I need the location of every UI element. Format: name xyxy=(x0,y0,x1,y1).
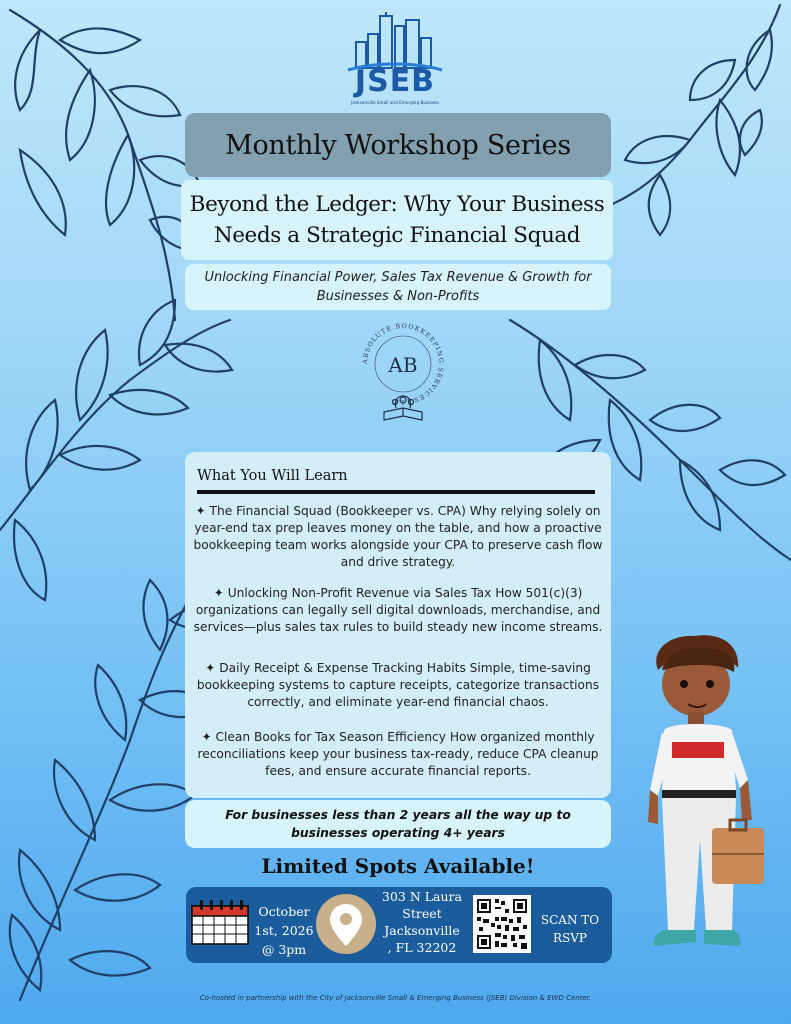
learn-item-text: The Financial Squad (Bookkeeper vs. CPA) Why relying solely on year-end tax prep leaves money on the table, and how a proactive bookkeeping team works alongside your CPA to preserve cash flow and drive strategy. xyxy=(193,504,603,569)
series-banner: Monthly Workshop Series xyxy=(185,113,611,177)
title-line-1: Beyond the Ledger: Why Your Business xyxy=(189,192,605,217)
partner-logo xyxy=(356,316,450,428)
sparkle-icon: ✦ xyxy=(213,586,224,600)
divider xyxy=(197,490,595,494)
logo-tagline: Jacksonville Small and Emerging Business xyxy=(351,100,439,105)
subtitle-box xyxy=(185,264,611,310)
learn-item xyxy=(189,729,607,780)
event-date xyxy=(254,902,314,959)
title-line-2: Needs a Strategic Financial Squad xyxy=(213,223,581,248)
jseb-logo xyxy=(340,12,450,110)
location-pin-icon xyxy=(314,892,378,956)
qr-code[interactable] xyxy=(473,895,531,953)
subtitle-line-1: Unlocking Financial Power, Sales Tax Revenue & Growth for xyxy=(204,270,592,285)
subtitle-line-2: Businesses & Non-Profits xyxy=(316,289,480,304)
address-line-2: Street xyxy=(402,906,442,921)
partner-monogram: AB xyxy=(388,353,418,377)
sparkle-icon: ✦ xyxy=(201,730,212,744)
learn-panel xyxy=(185,452,611,798)
title-box xyxy=(181,180,613,260)
learn-item-text: Daily Receipt & Expense Tracking Habits Simple, time-saving bookkeeping systems to capture receipts, categorize transactions correctly, and eliminate year-end financial chaos. xyxy=(196,661,600,709)
event-date-line-3: @ 3pm xyxy=(261,942,307,957)
sparkle-icon: ✦ xyxy=(195,504,206,518)
learn-item xyxy=(189,585,607,636)
learn-item xyxy=(189,660,607,711)
learn-item-text: Clean Books for Tax Season Efficiency How organized monthly reconciliations keep your business tax-ready, reduce CPA cleanup fees, and ensure accurate financial reports. xyxy=(197,730,599,778)
limited-spots-heading: Limited Spots Available! xyxy=(261,854,535,878)
partner-ring-text: ABSOLUTE BOOKKEEPING SERVICES LLC xyxy=(360,321,446,407)
event-date-line-2: 1st, 2026 xyxy=(254,923,314,938)
event-date-line-1: October xyxy=(258,904,310,919)
audience-text: For businesses less than 2 years all the way up to businesses operating 4+ years xyxy=(225,808,571,840)
logo-text: JSEB xyxy=(354,64,436,99)
sparkle-icon: ✦ xyxy=(205,661,216,675)
calendar-icon xyxy=(190,896,252,946)
learn-item-text: Unlocking Non-Profit Revenue via Sales Tax How 501(c)(3) organizations can legally sell digital downloads, merchandise, and services—plus sales tax rules to build steady new income streams. xyxy=(193,586,603,634)
address-line-3: Jacksonville xyxy=(384,923,460,938)
learn-heading: What You Will Learn xyxy=(197,468,348,484)
learn-item xyxy=(189,503,607,571)
address-line-1: 303 N Laura xyxy=(382,889,462,904)
footer-note: Co-hosted in partnership with the City of Jacksonville Small & Emerging Business (JSEB) Division & EWD Center. xyxy=(199,994,592,1002)
scan-line-1: SCAN TO xyxy=(540,913,600,927)
city-skyline-icon xyxy=(340,12,450,72)
scan-line-2: RSVP xyxy=(553,931,587,945)
scan-to-rsvp xyxy=(534,911,606,947)
person-illustration xyxy=(640,630,770,970)
audience-box xyxy=(185,800,611,848)
event-address xyxy=(374,888,470,956)
address-line-4: , FL 32202 xyxy=(387,940,457,955)
